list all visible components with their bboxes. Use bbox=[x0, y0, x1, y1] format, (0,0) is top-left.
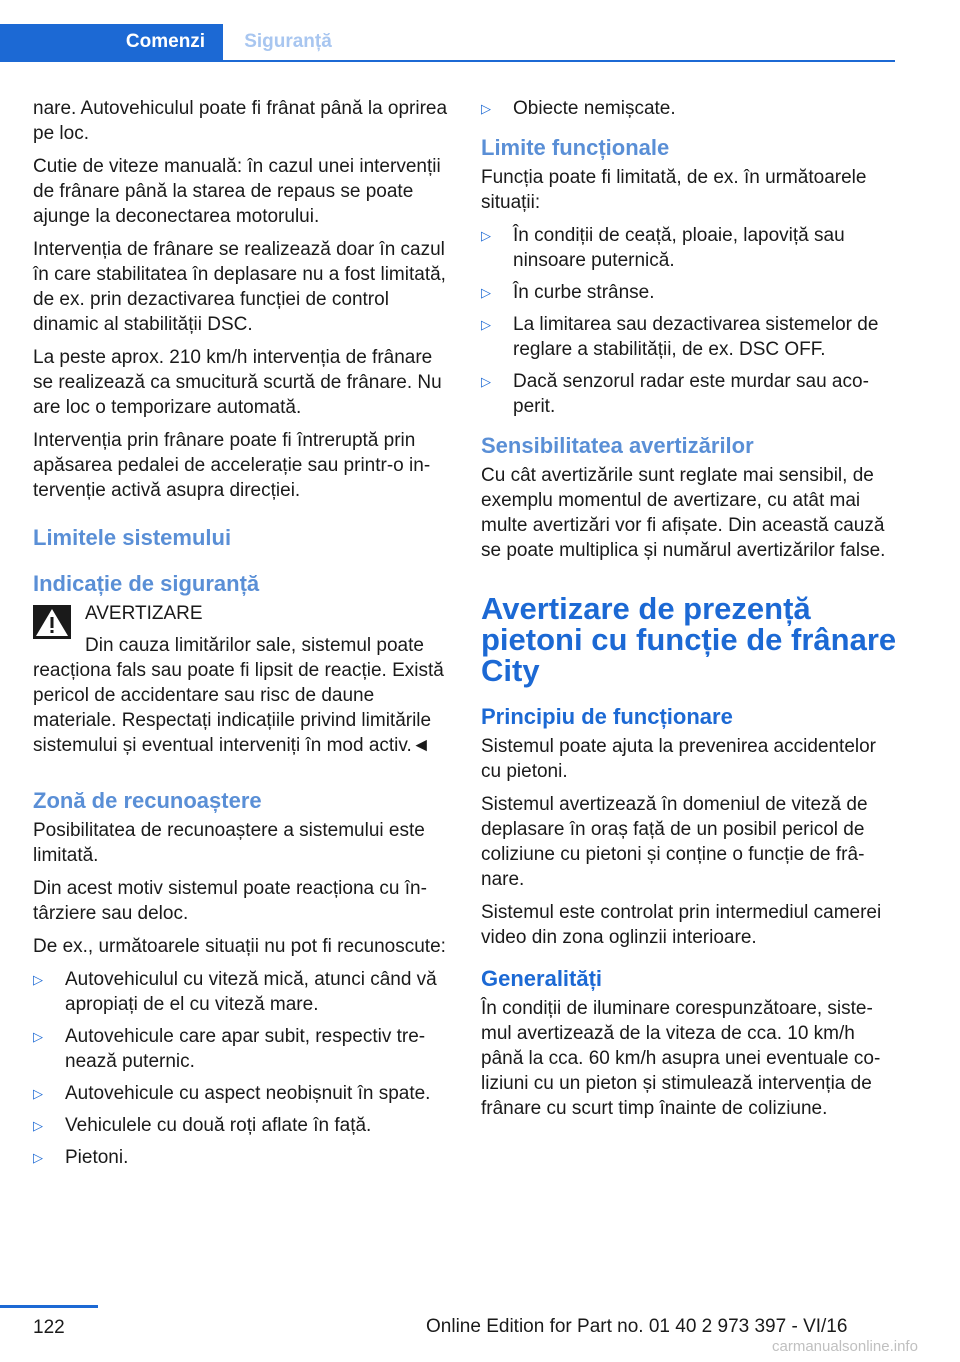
list-item: ▷ Autovehiculul cu viteză mică, atunci când vă apropiați de el cu viteză mare. bbox=[33, 969, 437, 1015]
bullet-list bbox=[33, 967, 449, 1170]
edition-footer: Online Edition for Part no. 01 40 2 973 397 - VI/16 bbox=[426, 1316, 848, 1337]
warning-box bbox=[33, 601, 449, 758]
heading-warning-sensitivity: Sensibilitatea avertizărilor bbox=[481, 433, 754, 458]
paragraph: Sistemul poate ajuta la prevenirea accidentelor cu pietoni. bbox=[481, 736, 877, 782]
paragraph: Sistemul este controlat prin intermediul camerei video din zona oglinzii interioare. bbox=[481, 902, 882, 948]
paragraph: La peste aprox. 210 km/h intervenția de frânare se realizează ca smucitură scurtă de frânare. Nu are loc o temporizare automată. bbox=[33, 347, 442, 418]
warning-text: reacționa fals sau poate fi lipsit de reacție. Există pericol de accidentare sau risc de daune materiale. Respectați indicațiile privind limitările sistemului și eventual interveniți în mod activ.◄ bbox=[33, 660, 444, 756]
header-rule bbox=[0, 60, 895, 62]
triangle-right-icon: ▷ bbox=[33, 1118, 43, 1133]
header-tabs bbox=[0, 24, 895, 62]
bullet-list bbox=[481, 96, 897, 121]
list-item: ▷ La limitarea sau dezactivarea sistemelor de reglare a stabilității, de ex. DSC OFF. bbox=[481, 314, 879, 360]
paragraph: Cu cât avertizările sunt reglate mai sensibil, de exemplu momentul de avertizare, cu atât mai multe avertizări vor fi afișate. Din această cauză se poate multiplica și numărul avertizărilor false. bbox=[481, 465, 886, 561]
section-title: Avertizare de prezență pietoni cu funcție de frânare City bbox=[481, 591, 897, 688]
heading-general: Generalități bbox=[481, 966, 603, 991]
triangle-right-icon: ▷ bbox=[33, 1086, 43, 1101]
paragraph: Posibilitatea de recunoaștere a sistemului este limitată. bbox=[33, 820, 425, 866]
left-column bbox=[33, 96, 449, 1177]
triangle-right-icon: ▷ bbox=[33, 1029, 43, 1044]
warning-triangle-icon bbox=[33, 605, 71, 639]
list-item: ▷ Autovehicule cu aspect neobișnuit în spate. bbox=[33, 1083, 431, 1104]
triangle-right-icon: ▷ bbox=[481, 374, 491, 389]
warning-text-first: Din cauza limitărilor sale, sistemul poate bbox=[85, 635, 424, 656]
page-number-rule bbox=[0, 1305, 98, 1308]
paragraph: De ex., următoarele situații nu pot fi recunoscute: bbox=[33, 936, 446, 957]
triangle-right-icon: ▷ bbox=[481, 228, 491, 243]
list-item: ▷ În condiții de ceață, ploaie, lapoviță sau ninsoare puternică. bbox=[481, 225, 845, 271]
paragraph: Sistemul avertizează în domeniul de viteză de deplasare în oraș față de un posibil pericol de coliziune cu pietoni și conține o funcție de frânare. bbox=[481, 794, 868, 890]
paragraph: În condiții de iluminare corespunzătoare, sistemul avertizează de la viteza de cca. 10 km/h până la cca. 60 km/h asupra unei eventuale coliziuni cu un pieton și stimulează intervenția de frânare cu scurt timp înainte de coliziune. bbox=[481, 998, 881, 1119]
bullet-list bbox=[481, 223, 897, 419]
paragraph: Intervenția prin frânare poate fi întreruptă prin apăsarea pedalei de accelerație sau printr-o intervenție activă asupra direcției. bbox=[33, 430, 431, 501]
list-item: ▷ Autovehicule care apar subit, respectiv trenează puternic. bbox=[33, 1026, 426, 1072]
warning-title: AVERTIZARE bbox=[85, 603, 203, 624]
list-item: ▷ Vehiculele cu două roți aflate în față. bbox=[33, 1115, 372, 1136]
list-item: ▷ În curbe strânse. bbox=[481, 282, 655, 303]
right-column bbox=[481, 96, 897, 1129]
heading-safety-note: Indicație de siguranță bbox=[33, 571, 260, 596]
tab-comenzi[interactable]: Comenzi bbox=[108, 24, 223, 60]
heading-functional-limits: Limite funcționale bbox=[481, 135, 670, 160]
list-item: ▷ Dacă senzorul radar este murdar sau acoperit. bbox=[481, 371, 869, 417]
heading-system-limits: Limitele sistemului bbox=[33, 525, 232, 550]
paragraph: Cutie de viteze manuală: în cazul unei intervenții de frânare până la starea de repaus se poate ajunge la deconectarea motorului. bbox=[33, 156, 441, 227]
heading-function-principle: Principiu de funcționare bbox=[481, 704, 733, 729]
watermark: carmanualsonline.info bbox=[772, 1338, 918, 1355]
paragraph: Intervenția de frânare se realizează doar în cazul în care stabilitatea în deplasare nu a fost limitată, de ex. prin dezactivarea funcției de control dinamic al stabilității DSC. bbox=[33, 239, 446, 335]
heading-recognition-zone: Zonă de recunoaștere bbox=[33, 788, 262, 813]
triangle-right-icon: ▷ bbox=[481, 317, 491, 332]
triangle-right-icon: ▷ bbox=[33, 972, 43, 987]
list-item: ▷ Pietoni. bbox=[33, 1147, 129, 1168]
paragraph: Din acest motiv sistemul poate reacționa cu întârziere sau deloc. bbox=[33, 878, 427, 924]
list-item: ▷ Obiecte nemișcate. bbox=[481, 98, 676, 119]
triangle-right-icon: ▷ bbox=[33, 1150, 43, 1165]
page-number: 122 bbox=[33, 1317, 65, 1338]
paragraph: Funcția poate fi limitată, de ex. în următoarele situații: bbox=[481, 167, 867, 213]
paragraph: nare. Autovehiculul poate fi frânat până la oprirea pe loc. bbox=[33, 98, 448, 144]
triangle-right-icon: ▷ bbox=[481, 285, 491, 300]
tab-siguranta[interactable]: Siguranță bbox=[244, 31, 332, 52]
triangle-right-icon: ▷ bbox=[481, 101, 491, 116]
